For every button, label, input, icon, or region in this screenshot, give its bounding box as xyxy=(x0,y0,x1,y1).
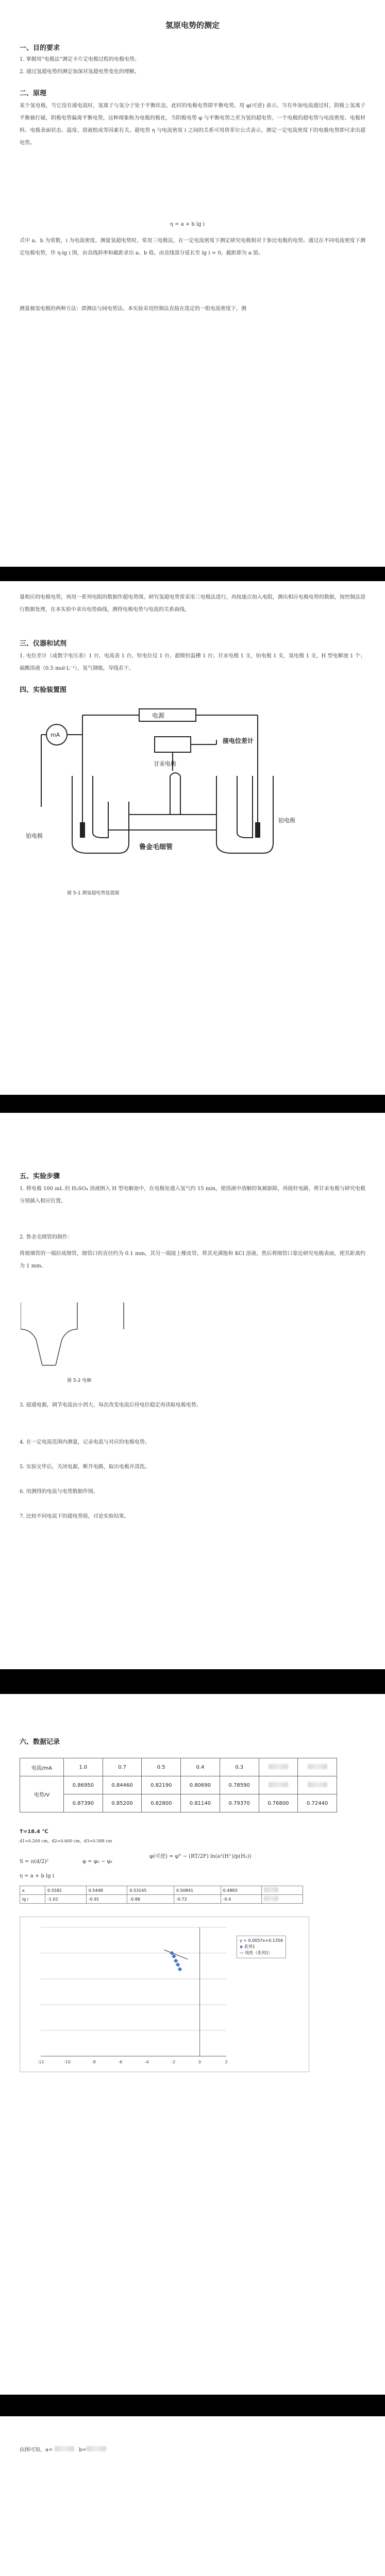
row-label-potential: 电势/V xyxy=(20,1776,64,1812)
page-5 xyxy=(0,2416,385,2576)
table-cell: 0.85200 xyxy=(103,1794,142,1812)
result-b-redacted xyxy=(87,2446,106,2451)
table-cell: -0.4 xyxy=(221,1895,262,1904)
label-left-electrode: 铂电极 xyxy=(26,833,43,839)
table-cell: 0.5582 xyxy=(45,1886,87,1895)
s5-step-2: 2. 鲁金毛细管的制作： xyxy=(20,1234,73,1240)
label-pt: 铂电极 xyxy=(278,817,295,824)
table-cell: 0.5 xyxy=(142,1758,181,1776)
section-5-heading: 五、实验步骤 xyxy=(20,1173,60,1180)
table-cell: 1.0 xyxy=(64,1758,103,1776)
x-tick-label: 0 xyxy=(198,2060,202,2064)
table-cell: 0.79370 xyxy=(220,1794,259,1812)
table-cell: 0.84460 xyxy=(103,1776,142,1794)
table-cell: 0.72440 xyxy=(298,1794,337,1812)
section-4-heading: 四、实验装置图 xyxy=(20,686,67,694)
table-cell: lg i xyxy=(20,1895,45,1904)
legend-series-label: 系列1 xyxy=(244,1944,255,1949)
data-point xyxy=(176,1962,180,1967)
s5-step-6: 6. 用测得的电流与电势数据作图。 xyxy=(20,1489,98,1495)
page-2 xyxy=(0,581,385,1095)
table-cell: 0.76800 xyxy=(259,1794,298,1812)
figure-5-1-caption: 图 5-1 测氢超电势装置图 xyxy=(67,891,120,896)
table-row-current xyxy=(20,1758,337,1776)
data-point xyxy=(174,1959,178,1963)
equation-phi: φ = φ₀ − φ₁ xyxy=(82,1859,113,1865)
table-cell: 0.78590 xyxy=(220,1776,259,1794)
table-cell: 0.80690 xyxy=(181,1776,220,1794)
calc-table xyxy=(20,1886,303,1904)
legend-item-series: ◆ 系列1 xyxy=(240,1944,255,1949)
s5-step-2-detail: 将玻璃管的一端拉成细管，细管口的直径约为 0.1 mm，其另一端接上橡皮管。将其充满饱和 KCl 溶液，然后将细管口靠近研究电极表面，使其距离约为 1 mm。 xyxy=(20,1251,365,1269)
s2b-paragraph: 量相应的电极电势，再用一系列电阻的数据作超电势图。研究氢超电势常采用三电极法进行，再按逐点加入电阻，测出相应电极电势的数据，按控制法进行数据处理，在本实验中求出电势曲线，测得电极电势与电流的关系曲线。 xyxy=(20,595,365,613)
table-cell: 0.5448 xyxy=(86,1886,127,1895)
legend-fit-label: y = 0.0057x+0.1356 xyxy=(240,1938,283,1943)
page-4 xyxy=(0,1694,385,2395)
result-a-label: 由图可知，a= xyxy=(20,2447,55,2453)
label-ma: mA xyxy=(51,732,60,738)
table-row-potential-a xyxy=(20,1776,337,1794)
section-1-heading: 一、目的要求 xyxy=(20,44,60,52)
equation-tafel: η = a + b lg i xyxy=(20,1873,54,1879)
x-tick-label: -8 xyxy=(91,2060,96,2064)
chart-container xyxy=(20,1917,309,2072)
equation-area: S = π(d/2)² xyxy=(20,1859,49,1865)
chart-legend xyxy=(237,1936,286,1958)
s5-step-4: 4. 在一定电流范围内测量，记录电流与对应的电极电势。 xyxy=(20,1439,150,1445)
table-cell: -0.72 xyxy=(174,1895,221,1904)
table-cell-redacted xyxy=(298,1758,337,1776)
result-line xyxy=(20,2445,106,2453)
page-1 xyxy=(0,0,385,567)
table-row-potential-b xyxy=(20,1794,337,1812)
x-tick-label: -6 xyxy=(118,2060,123,2064)
apparatus-diagram xyxy=(21,699,309,874)
figure-5-2-caption: 图 5-2 电解 xyxy=(67,1378,92,1383)
table-cell: 0.4883 xyxy=(221,1886,262,1895)
table-cell-redacted xyxy=(259,1758,298,1776)
table-cell: 0.86950 xyxy=(64,1776,103,1794)
legend-trend-label: 线性（系列1） xyxy=(245,1951,273,1955)
data-point xyxy=(178,1967,182,1971)
table-cell: 0.87390 xyxy=(64,1794,103,1812)
section-3-heading: 三、仪器和试剂 xyxy=(20,640,67,648)
trendline xyxy=(164,1950,188,1959)
x-tick-label: -10 xyxy=(63,2060,71,2064)
x-tick-label: -12 xyxy=(37,2060,44,2064)
formula-tafel: η = a + b lg i xyxy=(170,222,205,227)
table-row xyxy=(20,1895,303,1904)
table-cell: 0.82190 xyxy=(142,1776,181,1794)
table-cell: 0.81140 xyxy=(181,1794,220,1812)
luggin-capillary-figure xyxy=(21,1298,170,1376)
label-potentiometer: 接电位差计 xyxy=(223,737,254,744)
table-cell-redacted xyxy=(262,1886,303,1895)
section-6-heading: 六、数据记录 xyxy=(20,1738,60,1746)
diameter-line: d1=0.200 cm，d2=0.600 cm，d3=0.588 cm xyxy=(20,1839,112,1843)
temperature-label: T=18.4 ℃ xyxy=(20,1829,48,1835)
section-2-heading: 二、原理 xyxy=(20,90,47,97)
table-cell: 0.50841 xyxy=(174,1886,221,1895)
table-cell: 0.53145 xyxy=(127,1886,174,1895)
label-luggin: 鲁金毛细管 xyxy=(139,843,173,851)
equation-reversible: φ(可逆) = φ° − (RT/2F) ln(a²(H⁺)/p(H₂)) xyxy=(149,1854,252,1859)
label-calomel: 甘汞电极 xyxy=(154,760,176,767)
s1-item-1: 1. 掌握用“电极法”测定卡片定电极过程的电极电势。 xyxy=(20,57,140,62)
table-cell: -0.91 xyxy=(86,1895,127,1904)
table-cell-redacted xyxy=(259,1776,298,1794)
table-cell: 0.3 xyxy=(220,1758,259,1776)
table-cell: -0.86 xyxy=(127,1895,174,1904)
table-cell-redacted xyxy=(262,1895,303,1904)
result-b-label: b= xyxy=(79,2447,87,2453)
page-3 xyxy=(0,1113,385,1669)
s5-step-1: 1. 将电极 100 mL 的 H₂SO₄ 溶液倒入 H 型电解池中，在电极处通入氢气约 15 min，使溶液中溶解的氧被驱除，再接好电路，将甘汞电极与研究电极分别插入相应位置。 xyxy=(20,1186,365,1204)
table-cell: 0.4 xyxy=(181,1758,220,1776)
table-cell-redacted xyxy=(298,1776,337,1794)
s5-step-5: 5. 实验完毕后，关闭电源，断开电路，取出电极并清洗。 xyxy=(20,1464,150,1470)
table-cell: 0.82800 xyxy=(142,1794,181,1812)
result-a-redacted xyxy=(55,2446,74,2451)
s5-step-3: 3. 接通电源，调节电流由小到大，每次改变电流后待电位稳定再读取电极电势。 xyxy=(20,1402,202,1408)
x-tick-label: -4 xyxy=(144,2060,149,2064)
s1-item-2: 2. 通过氢超电势的测定加深对氢超电势变化的理解。 xyxy=(20,69,140,75)
s2-paragraph-1: 某个氢电极，当它没有通电流时，氢离子与氢分子处于平衡状态，此时的电极电势即平衡电势，用 φ(可逆) 表示。当有外加电流通过时，阴极上氢离子平衡被打破，阴极电势偏离平衡电势，这种现象称为电极的极化，当阴极电势 φ 与平衡电势之差为氢的超电势。一个电极的超电势与电流密度、电极材料、电极表面状态、温度、溶液组成等因素有关。超电势 η 与电流密度 i 之间的关系可用塔菲尔公式表示，测定一定电流密度下的电极电势即可求出超电势。 xyxy=(20,103,365,146)
label-power: 电源 xyxy=(152,712,165,719)
table-cell: x xyxy=(20,1886,45,1895)
s2-paragraph-3: 测量被氢电极的两种方法：即测法与间电势法。本实验采用控制法直接在选定的一组电流密度下，测 xyxy=(20,306,246,312)
table-row xyxy=(20,1886,303,1895)
x-tick-label: -2 xyxy=(171,2060,176,2064)
data-table xyxy=(20,1758,337,1812)
legend-item-trend: — 线性（系列1） xyxy=(240,1951,273,1955)
doc-title: 氢原电势的测定 xyxy=(165,21,220,30)
table-cell: -1.02 xyxy=(45,1895,87,1904)
x-tick-label: 2 xyxy=(225,2060,228,2064)
row-label-current: 电流/mA xyxy=(20,1758,64,1776)
s2-paragraph-2: 式中 a、b 为常数，i 为电流密度。测量氢超电势时，常用三电极法，在一定电流密度下测定研究电极相对于参比电极的电势。通过在不同电流密度下测定电极电势，作 η-lg i 图，由直线斜率和截距求出 a、b 值。由直线部分延长至 lg i = 0，截距即为 a 值。 xyxy=(20,238,365,256)
s3-paragraph: 1. 电位差计（或数字电压表）1 台，电流表 1 台，恒电位仪 1 台，超级恒温槽 1 台；甘汞电极 1 支，铂电极 1 支，氢电极 1 支，H 型电解池 1 个；硫酸溶液（0.5 mol·L⁻¹），氢气钢瓶，导线若干。 xyxy=(20,653,365,671)
s5-step-7: 7. 比较不同电流下的超电势值，讨论实验结果。 xyxy=(20,1514,129,1519)
table-cell: 0.7 xyxy=(103,1758,142,1776)
